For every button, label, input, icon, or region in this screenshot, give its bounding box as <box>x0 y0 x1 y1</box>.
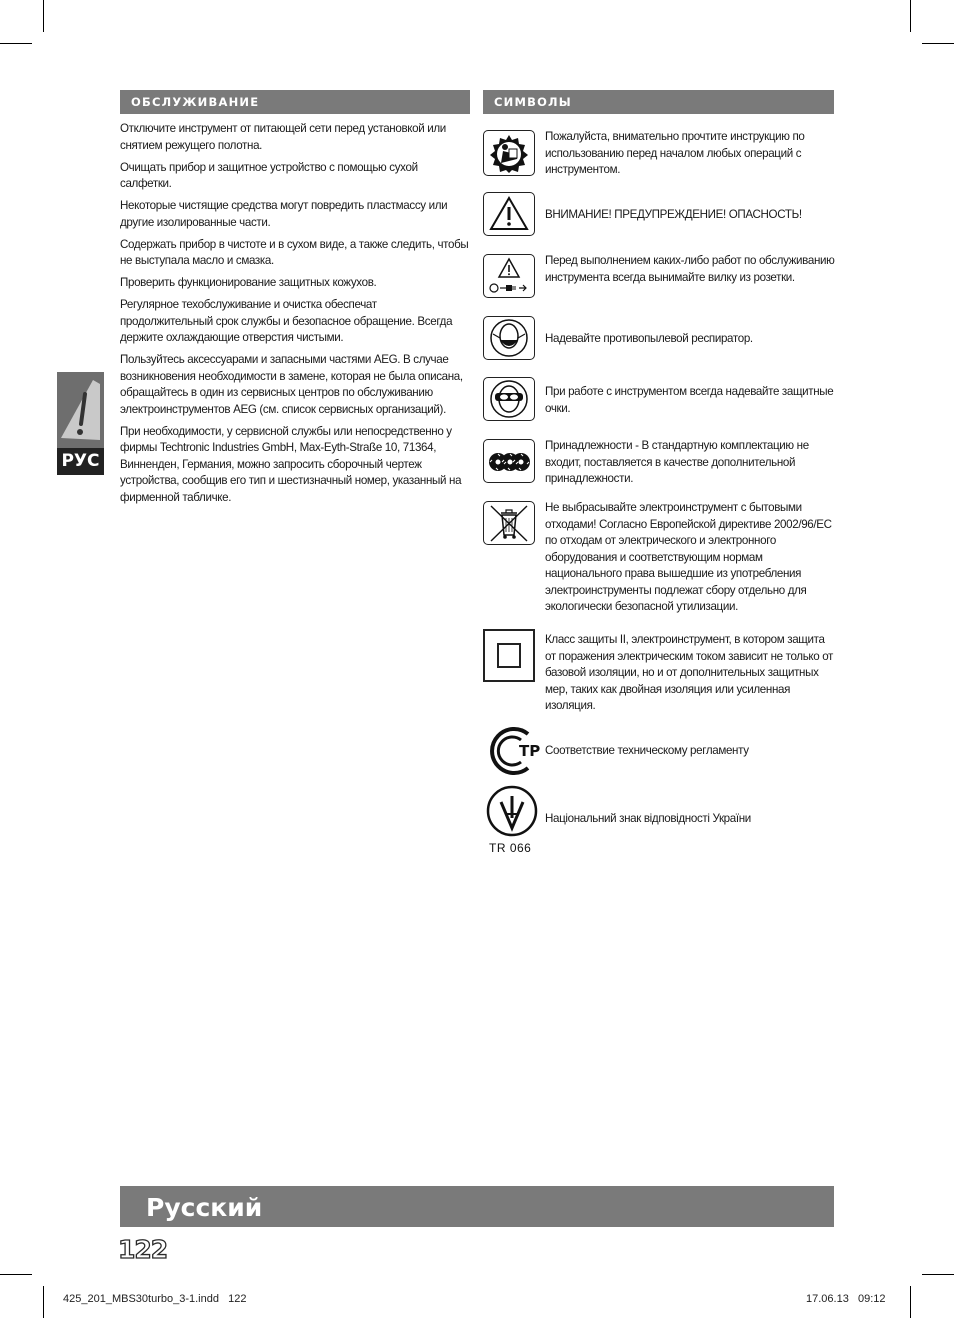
crop-mark <box>922 43 954 44</box>
maintenance-paragraph: Проверить функционирование защитных кожухов. <box>120 276 377 289</box>
slug-date-info: 17.06.13 09:12 <box>806 1293 886 1305</box>
crop-mark <box>910 1286 911 1318</box>
svg-text:ТР: ТР <box>519 742 541 760</box>
symbol-description: Не выбрасывайте электроинструмент с бытовыми отходами! Согласно Европейской директиве 2002/96/ЕС по отходам от электрического и электронного оборудования и соответствующим нормам национального права вышедшие из употребления электроинструменты подлежат сбору отдельно для экологически безопасной утилизации. <box>545 501 832 613</box>
double-insulation-icon <box>483 629 535 682</box>
warning-triangle-icon <box>483 192 535 236</box>
ukraine-mark-caption: TR 066 <box>489 841 532 855</box>
crossed-out-bin-icon <box>483 501 535 545</box>
maintenance-body <box>120 121 470 512</box>
language-title: Русский <box>146 1193 263 1222</box>
ctr-conformity-mark-icon <box>484 724 544 778</box>
symbol-description: При работе с инструментом всегда надевайте защитные очки. <box>545 385 834 415</box>
crop-mark <box>0 1274 32 1275</box>
crop-mark <box>43 0 44 32</box>
maintenance-heading: ОБСЛУЖИВАНИЕ <box>120 90 470 114</box>
maintenance-paragraph: Отключите инструмент от питающей сети перед установкой или снятием режущего полотна. <box>120 122 446 152</box>
symbols-heading: СИМВОЛЫ <box>483 90 834 114</box>
language-label: РУС <box>57 448 104 475</box>
symbol-description: Пожалуйста, внимательно прочтите инструкцию по использованию перед началом любых операций с инструментом. <box>545 130 805 176</box>
language-side-tab <box>57 372 104 475</box>
symbol-description: Принадлежности - В стандартную комплектацию не входит, поставляется в качестве дополнительной принадлежности. <box>545 439 809 485</box>
crop-mark <box>910 0 911 32</box>
slug-file-info: 425_201_MBS30turbo_3-1.indd 122 <box>63 1293 247 1305</box>
language-footer-band <box>120 1186 834 1227</box>
safety-goggles-icon <box>483 377 535 421</box>
maintenance-paragraph: При необходимости, у сервисной службы или непосредственно у фирмы Techtronic Industries GmbH, Max-Eyth-Straße 10, 71364, Винненден, Германия, можно запросить сборочный чертеж устройства, сообщив его тип и шестизначный номер, указанный на фирменной табличке. <box>120 424 462 504</box>
unplug-before-work-icon <box>483 254 535 298</box>
maintenance-paragraph: Содержать прибор в чистоте и в сухом виде, а также следить, чтобы не выступала масло и смазка. <box>120 237 469 267</box>
read-manual-icon <box>483 130 535 176</box>
maintenance-paragraph: Регулярное техобслуживание и очистка обеспечат продолжительный срок службы и безопасное обращение. Всегда держите охлаждающие отверстия чистыми. <box>120 298 453 344</box>
symbol-description: Перед выполнением каких-либо работ по обслуживанию инструмента всегда вынимайте вилку из розетки. <box>545 254 835 284</box>
symbol-description: Національний знак відповідності України <box>545 812 751 825</box>
saw-blades-accessories-icon <box>483 439 535 483</box>
ukraine-conformity-mark-icon <box>484 784 542 858</box>
crop-mark <box>0 43 32 44</box>
dust-mask-icon <box>483 316 535 360</box>
maintenance-paragraph: Некоторые чистящие средства могут повредить пластмассу или другие изолированные части. <box>120 199 448 229</box>
maintenance-paragraph: Пользуйтесь аксессуарами и запасными частями AEG. В случае возникновения необходимости в замене, которая не была описана, обращайтесь в один из сервисных центров по обслуживанию электроинструментов AEG (см. список сервисных организаций). <box>120 353 463 416</box>
maintenance-paragraph: Очищать прибор и защитное устройство с помощью сухой салфетки. <box>120 160 418 190</box>
caution-exclamation-icon <box>57 372 104 448</box>
symbol-description: Класс защиты II, электроинструмент, в котором защита от поражения электрическим током зависит не только от базовой изоляции, но и от дополнительных защитных мер, таких как двойная изоляция или усиленная изоляция. <box>545 633 834 712</box>
inner-square <box>497 643 521 668</box>
symbol-description: Соответствие техническому регламенту <box>545 744 749 757</box>
page-number: 122 <box>118 1235 168 1264</box>
symbol-description: Надевайте противопылевой респиратор. <box>545 332 753 345</box>
crop-mark <box>43 1286 44 1318</box>
symbol-description: ВНИМАНИЕ! ПРЕДУПРЕЖДЕНИЕ! ОПАСНОСТЬ! <box>545 208 802 221</box>
crop-mark <box>922 1274 954 1275</box>
